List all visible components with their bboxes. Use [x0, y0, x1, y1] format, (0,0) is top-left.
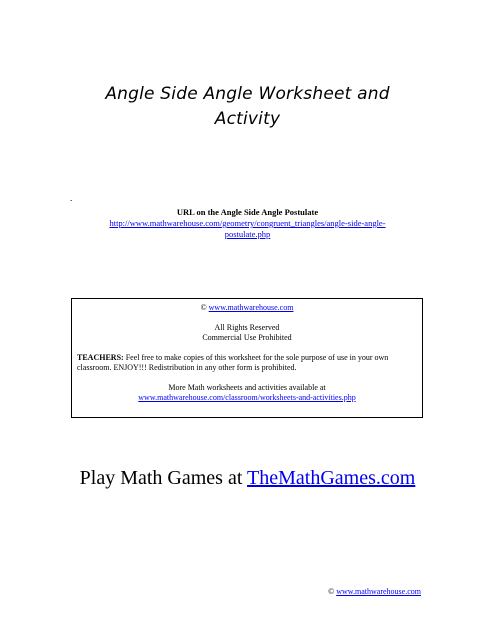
- footer-copyright: [328, 587, 421, 597]
- url-section: [40, 207, 455, 240]
- footer-link[interactable]: www.mathwarehouse.com: [336, 587, 421, 596]
- postulate-url-link[interactable]: [40, 218, 455, 240]
- commercial-use-prohibited: Commercial Use Prohibited: [202, 333, 292, 342]
- teachers-text: Feel free to make copies of this worksheet for the sole purpose of use in your own classroom. ENJOY!!! Redistribution in any other form is prohibited.: [77, 353, 389, 372]
- title-line-2: Activity: [214, 109, 281, 129]
- url-heading: URL on the Angle Side Angle Postulate: [176, 207, 319, 217]
- footer-copyright-symbol: ©: [328, 587, 335, 596]
- play-prefix: Play Math Games at: [79, 467, 248, 489]
- box-copyright-line: [77, 303, 417, 313]
- box-copyright-link[interactable]: www.mathwarehouse.com: [208, 303, 294, 312]
- title-line-1: Angle Side Angle Worksheet and: [105, 84, 390, 104]
- play-math-games: [0, 466, 495, 490]
- teachers-label: TEACHERS:: [77, 353, 124, 362]
- copyright-box: [71, 298, 423, 418]
- postulate-url-line-2: postulate.php: [224, 229, 271, 239]
- copyright-symbol: ©: [200, 303, 207, 312]
- all-rights-reserved: All Rights Reserved: [214, 323, 280, 332]
- themathgames-link[interactable]: TheMathGames.com: [247, 467, 416, 489]
- teachers-note: [77, 353, 417, 373]
- postulate-url-line-1: http://www.mathwarehouse.com/geometry/congruent_triangles/angle-side-angle-: [109, 218, 386, 228]
- worksheets-link[interactable]: www.mathwarehouse.com/classroom/worksheets-and-activities.php: [138, 393, 356, 402]
- more-worksheets-text: More Math worksheets and activities available at: [168, 383, 326, 392]
- more-worksheets-line: [77, 393, 417, 403]
- small-marker: .: [70, 193, 73, 203]
- worksheet-title: [0, 82, 495, 132]
